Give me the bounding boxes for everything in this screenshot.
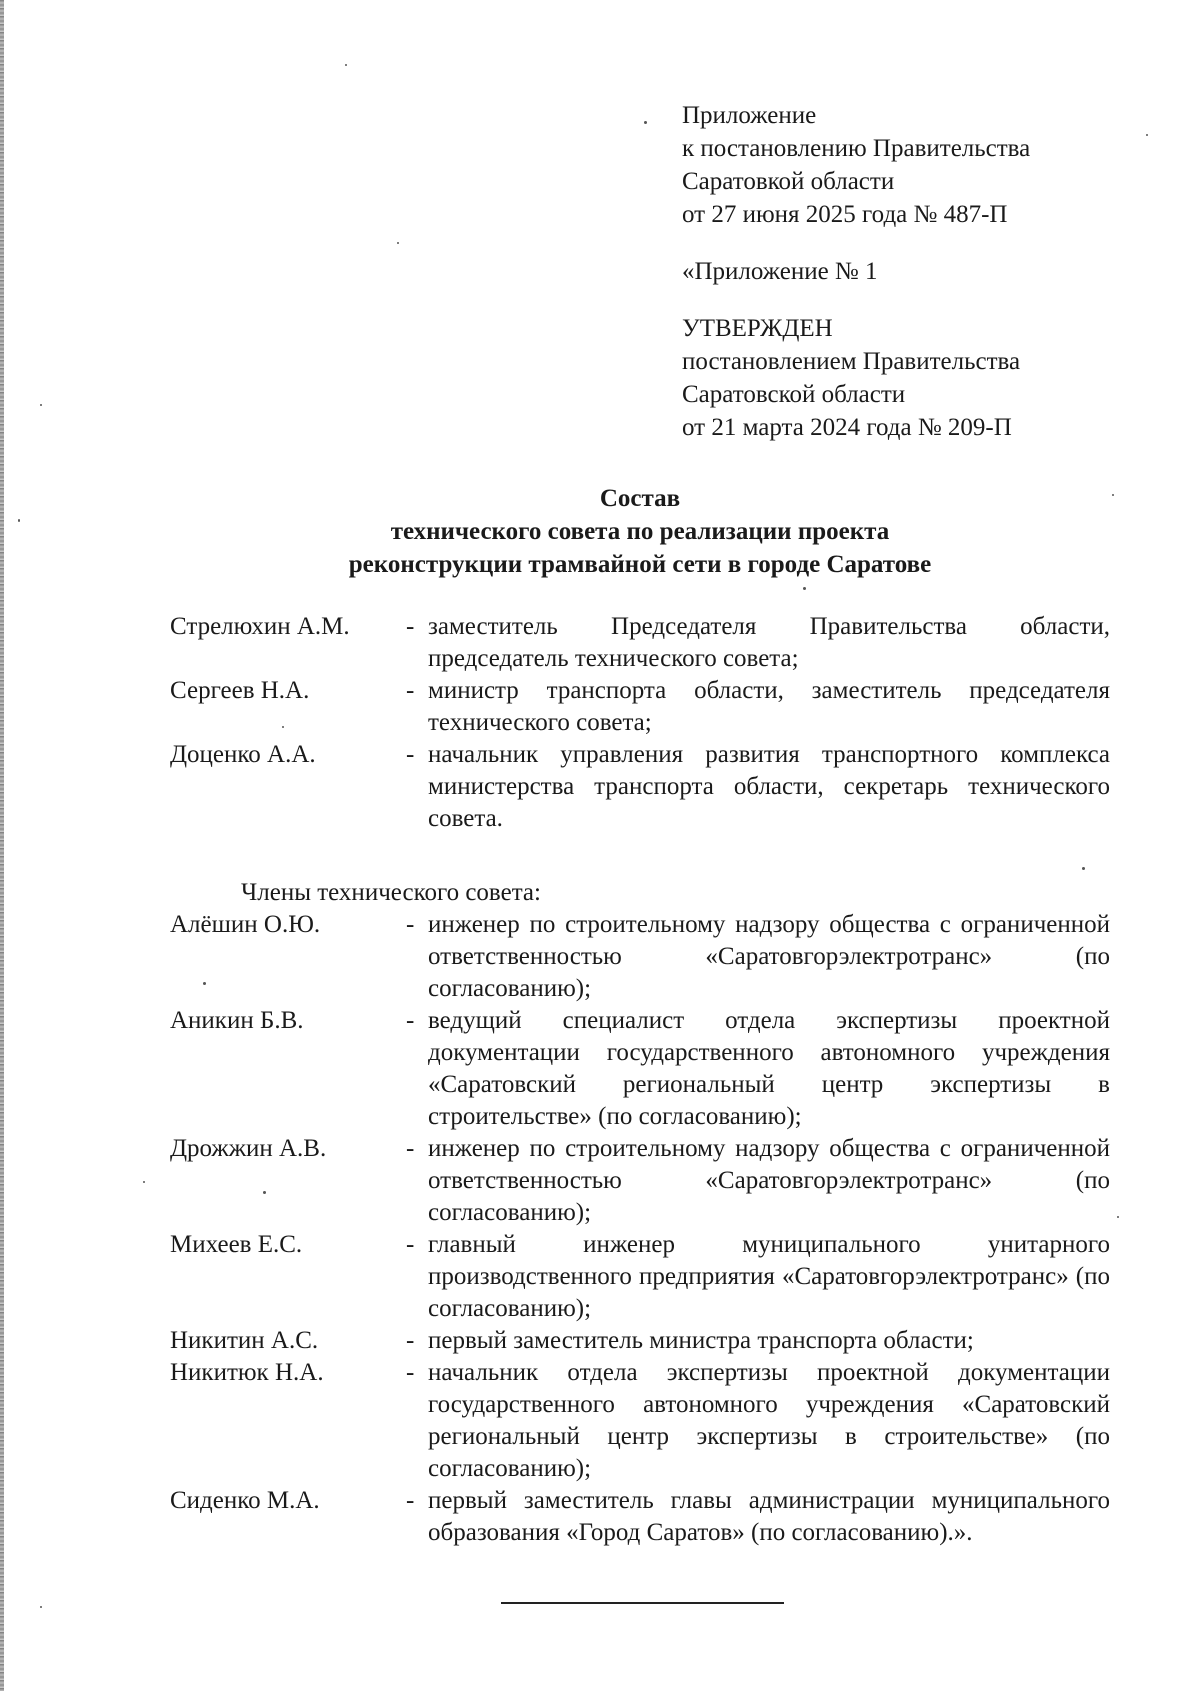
scan-speck	[644, 121, 647, 124]
member-name: Никитюк Н.А.	[170, 1359, 324, 1386]
header-line: от 27 июня 2025 года № 487-П	[682, 201, 1008, 228]
scan-speck	[397, 242, 399, 244]
entry-dash: -	[406, 741, 415, 768]
entry-dash: -	[406, 911, 415, 938]
entry-dash: -	[406, 677, 415, 704]
scan-speck	[143, 1181, 145, 1183]
approval-title: УТВЕРЖДЕН	[682, 315, 833, 342]
entry-dash: -	[406, 1007, 415, 1034]
roster-entry	[170, 1485, 1110, 1549]
document-header	[682, 99, 1162, 444]
roster-entry	[170, 611, 1110, 675]
member-name: Доценко А.А.	[170, 741, 316, 768]
member-role: начальник управления развития транспортного комплекса министерства транспорта области, секретарь технического совета.	[428, 741, 1110, 832]
title-line: технического совета по реализации проекта	[390, 518, 890, 545]
member-name: Сиденко М.А.	[170, 1487, 320, 1514]
scan-edge	[0, 0, 4, 1691]
scan-speck	[18, 519, 20, 522]
member-name: Никитин А.С.	[170, 1327, 319, 1354]
member-role: инженер по строительному надзору общества с ограниченной ответственностью «Саратовгорэлектротранс» (по согласованию);	[428, 911, 1110, 1002]
approval-line: от 21 марта 2024 года № 209-П	[682, 414, 1012, 441]
roster-entry	[170, 1357, 1110, 1485]
member-name: Михеев Е.С.	[170, 1231, 303, 1258]
roster-entry	[170, 1005, 1110, 1133]
member-role: первый заместитель министра транспорта области;	[428, 1327, 974, 1354]
entry-dash: -	[406, 613, 415, 640]
roster-entry	[170, 909, 1110, 1005]
document-title	[170, 482, 1110, 581]
entry-dash: -	[406, 1359, 415, 1386]
member-name: Дрожжин А.В.	[170, 1135, 327, 1162]
roster-entry	[170, 1325, 1110, 1357]
member-role: начальник отдела экспертизы проектной документации государственного автономного учреждения «Саратовский региональный центр экспертизы в строительстве» (по согласованию);	[428, 1359, 1110, 1482]
scan-speck	[345, 64, 347, 66]
member-role: заместитель Председателя Правительства области, председатель технического совета;	[428, 613, 1110, 672]
member-name: Сергеев Н.А.	[170, 677, 310, 704]
member-role: первый заместитель главы администрации муниципального образования «Город Саратов» (по согласованию).».	[428, 1487, 1110, 1546]
approval-line: постановлением Правительства	[682, 348, 1021, 375]
annex-label: «Приложение № 1	[682, 258, 878, 285]
approval-line: Саратовской области	[682, 381, 906, 408]
members-heading: Члены технического совета:	[241, 879, 541, 906]
title-line: реконструкции трамвайной сети в городе Саратове	[348, 551, 932, 578]
member-name: Алёшин О.Ю.	[170, 911, 321, 938]
scan-speck	[1112, 494, 1114, 496]
title-line: Состав	[599, 485, 681, 512]
roster-entry	[170, 675, 1110, 739]
header-line: к постановлению Правительства	[682, 135, 1031, 162]
roster-entry	[170, 1229, 1110, 1325]
council-roster	[170, 611, 1110, 1549]
member-role: главный инженер муниципального унитарного производственного предприятия «Саратовгорэлектротранс» (по согласованию);	[428, 1231, 1110, 1322]
member-role: ведущий специалист отдела экспертизы проектной документации государственного автономного учреждения «Саратовский региональный центр экспертизы в строительстве» (по согласованию);	[428, 1007, 1110, 1130]
entry-dash: -	[406, 1135, 415, 1162]
entry-dash: -	[406, 1327, 415, 1354]
end-divider	[501, 1602, 784, 1604]
scan-speck	[40, 1606, 42, 1608]
scan-speck	[803, 587, 806, 590]
member-role: инженер по строительному надзору общества с ограниченной ответственностью «Саратовгорэлектротранс» (по согласованию);	[428, 1135, 1110, 1226]
header-line: Саратовкой области	[682, 168, 895, 195]
header-line: Приложение	[682, 102, 817, 129]
scan-speck	[40, 404, 42, 406]
member-name: Аникин Б.В.	[170, 1007, 304, 1034]
member-role: министр транспорта области, заместитель председателя технического совета;	[428, 677, 1110, 736]
member-name: Стрелюхин А.М.	[170, 613, 350, 640]
roster-entry	[170, 739, 1110, 835]
roster-entry	[170, 1133, 1110, 1229]
entry-dash: -	[406, 1487, 415, 1514]
scan-speck	[1117, 1216, 1119, 1218]
entry-dash: -	[406, 1231, 415, 1258]
